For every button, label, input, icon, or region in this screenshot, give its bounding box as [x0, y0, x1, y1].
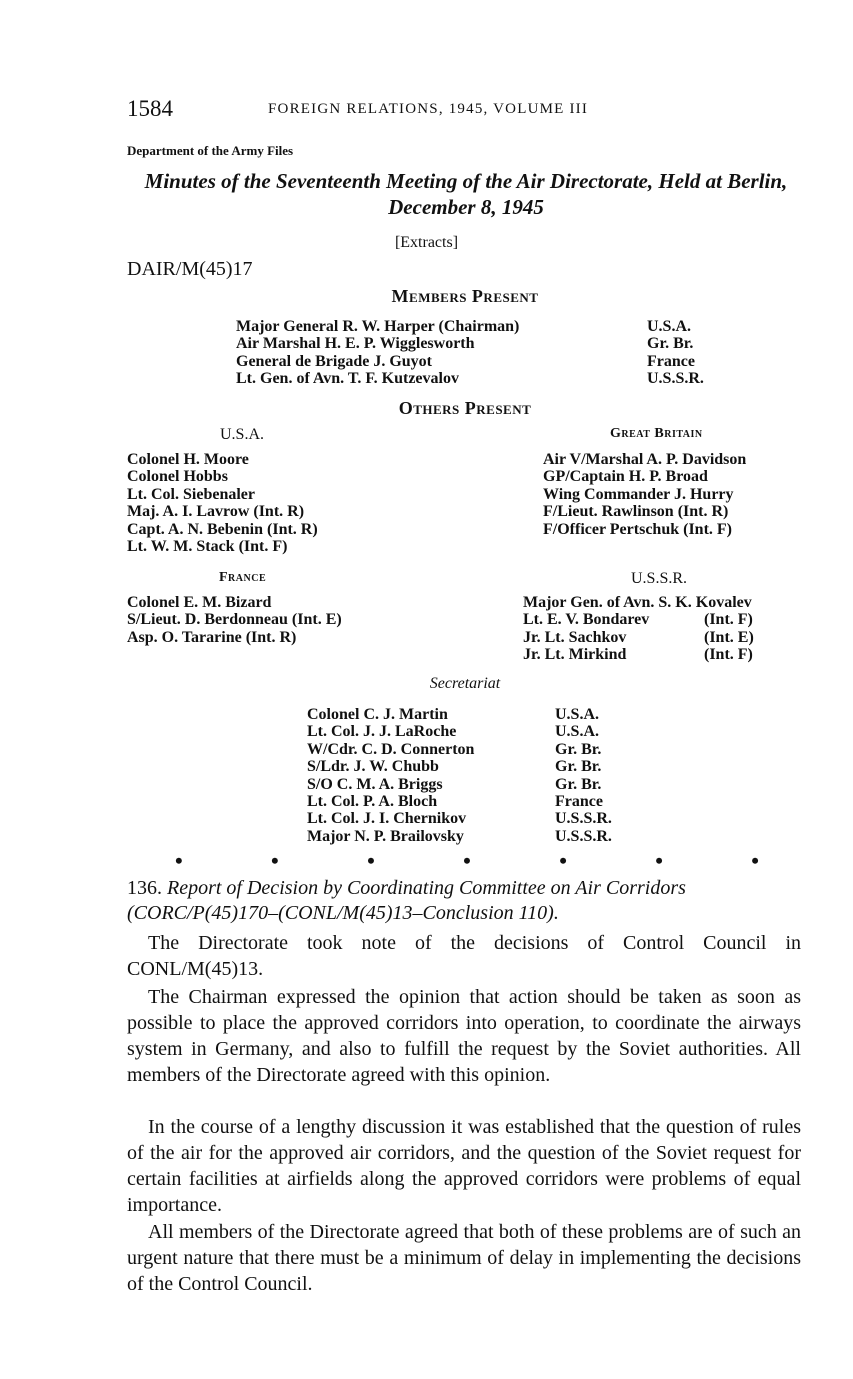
secretariat-country: U.S.S.R.: [555, 810, 612, 828]
item-heading: [127, 876, 817, 926]
members-countries: [647, 318, 704, 388]
ussr-member: Lt. E. V. Bondarev: [523, 611, 650, 629]
paragraph: All members of the Directorate agreed that both of these problems are of such an urgent nature that there must be a minimum of delay in implementing the decisions of the Control Council.: [127, 1221, 801, 1295]
ussr-heading: U.S.S.R.: [631, 570, 688, 587]
france-heading: France: [219, 570, 267, 585]
item-title: Report of Decision by Coordinating Committee on Air Corridors (CORC/P(45)170–(CONL/M(45)13–Conclusion 110).: [127, 877, 686, 924]
ellipsis-dot: •: [751, 848, 759, 873]
paragraph: In the course of a lengthy discussion it was established that the question of rules of the air for the approved air corridors, and the question of the Soviet request for certain facilities at airfields along the approved corridors were problems of equal importance.: [127, 1116, 801, 1216]
usa-member: Colonel Hobbs: [127, 468, 228, 486]
item-number: 136.: [127, 877, 162, 899]
members-present-heading: Members Present: [391, 286, 539, 306]
ussr-member: Major Gen. of Avn. S. K. Kovalev: [523, 594, 752, 611]
ussr-note: (Int. F): [704, 611, 753, 629]
member-country: U.S.S.R.: [647, 370, 704, 388]
member-name: Major General R. W. Harper (Chairman): [236, 318, 520, 335]
secretariat-member: Colonel C. J. Martin: [307, 706, 448, 723]
ussr-note: (Int. E): [704, 628, 754, 646]
usa-heading: U.S.A.: [220, 426, 265, 443]
document-id: DAIR/M(45)17: [127, 258, 253, 280]
ussr-notes: [704, 594, 754, 664]
ussr-note: (Int. F): [704, 646, 753, 664]
others-present-heading: Others Present: [398, 398, 532, 418]
member-name: Lt. Gen. of Avn. T. F. Kutzevalov: [236, 370, 459, 388]
running-title: FOREIGN RELATIONS, 1945, VOLUME III: [268, 101, 589, 117]
paragraph: The Directorate took note of the decisions of Control Council in CONL/M(45)13.: [127, 932, 801, 980]
source-line: Department of the Army Files: [127, 143, 294, 158]
secretariat-member: S/Ldr. J. W. Chubb: [307, 758, 439, 776]
secretariat-member: Lt. Col. J. J. LaRoche: [307, 723, 457, 741]
great-britain-heading: Great Britain: [610, 426, 703, 441]
france-member: Asp. O. Tararine (Int. R): [127, 628, 297, 646]
ellipsis-dot: •: [367, 848, 375, 873]
secretariat-country: U.S.S.R.: [555, 827, 612, 845]
document-title: Minutes of the Seventeenth Meeting of the Air Directorate, Held at Berlin, December 8, 1945: [144, 169, 788, 219]
secretariat-country: France: [555, 793, 603, 811]
secretariat-countries: [555, 706, 612, 845]
member-country: France: [647, 352, 695, 370]
secretariat-member: Lt. Col. P. A. Bloch: [307, 793, 438, 811]
usa-member: Colonel H. Moore: [127, 451, 249, 468]
ellipsis-dot: •: [175, 848, 183, 873]
ussr-member: Jr. Lt. Sachkov: [523, 628, 627, 646]
france-member: Colonel E. M. Bizard: [127, 594, 272, 611]
ussr-member: Jr. Lt. Mirkind: [523, 646, 627, 664]
usa-member: Maj. A. I. Lavrow (Int. R): [127, 503, 305, 521]
ellipsis-dot: •: [559, 848, 567, 873]
secretariat-country: Gr. Br.: [555, 775, 602, 793]
secretariat-member: W/Cdr. C. D. Connerton: [307, 740, 475, 758]
gb-member: GP/Captain H. P. Broad: [543, 468, 708, 486]
secretariat-country: Gr. Br.: [555, 740, 602, 758]
gb-member: Air V/Marshal A. P. Davidson: [543, 451, 747, 468]
usa-member: Lt. Col. Siebenaler: [127, 485, 255, 503]
france-list: [127, 594, 342, 646]
members-names: [236, 318, 519, 388]
secretariat-names: [307, 706, 474, 845]
gb-member: F/Lieut. Rawlinson (Int. R): [543, 503, 729, 521]
secretariat-member: Lt. Col. J. I. Chernikov: [307, 810, 467, 828]
extracts-label: [Extracts]: [394, 234, 459, 251]
ellipsis-dot: •: [463, 848, 471, 873]
secretariat-heading: Secretariat: [429, 675, 501, 692]
secretariat-country: Gr. Br.: [555, 758, 602, 776]
ussr-note: [704, 594, 754, 611]
paragraph: The Chairman expressed the opinion that action should be taken as soon as possible to place the approved corridors into operation, to coordinate the airways system in Germany, and also to fulfill the request by the Soviet authorities. All members of the Directorate agreed with this opinion.: [127, 986, 801, 1086]
page-number: 1584: [127, 96, 173, 121]
member-name: General de Brigade J. Guyot: [236, 352, 432, 370]
member-name: Air Marshal H. E. P. Wigglesworth: [236, 335, 475, 353]
ellipsis-row: [127, 848, 807, 874]
usa-member: Lt. W. M. Stack (Int. F): [127, 538, 288, 556]
secretariat-member: S/O C. M. A. Briggs: [307, 775, 443, 793]
usa-list: [127, 451, 318, 555]
secretariat-member: Major N. P. Brailovsky: [307, 827, 464, 845]
member-country: Gr. Br.: [647, 335, 694, 353]
gb-member: F/Officer Pertschuk (Int. F): [543, 520, 732, 538]
ellipsis-dot: •: [655, 848, 663, 873]
secretariat-country: U.S.A.: [555, 706, 600, 723]
great-britain-list: [543, 451, 746, 538]
gb-member: Wing Commander J. Hurry: [543, 485, 734, 503]
usa-member: Capt. A. N. Bebenin (Int. R): [127, 520, 318, 538]
secretariat-country: U.S.A.: [555, 723, 600, 741]
ellipsis-dot: •: [271, 848, 279, 873]
member-country: U.S.A.: [647, 318, 692, 335]
france-member: S/Lieut. D. Berdonneau (Int. E): [127, 611, 342, 629]
